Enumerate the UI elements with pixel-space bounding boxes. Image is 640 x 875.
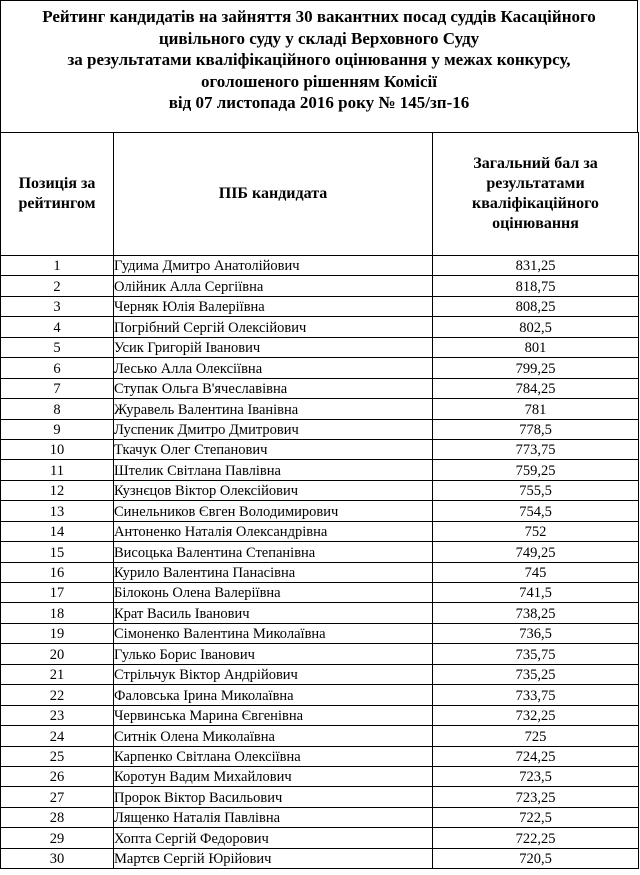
table-row [1,623,639,643]
table-row [1,542,639,562]
row-score: 754,5 [433,501,639,521]
table-row [1,562,639,582]
row-position: 12 [1,480,114,500]
row-position: 2 [1,276,114,296]
header-position: Позиція за рейтингом [1,133,114,256]
table-row [1,664,639,684]
row-position: 6 [1,358,114,378]
header-score [433,133,639,256]
table-row [1,378,639,398]
table-row [1,317,639,337]
row-position: 17 [1,583,114,603]
table-row [1,746,639,766]
row-position: 11 [1,460,114,480]
table-row [1,337,639,357]
table-row [1,807,639,827]
row-position: 9 [1,419,114,439]
row-score: 735,25 [433,664,639,684]
table-row [1,501,639,521]
row-score: 723,25 [433,787,639,807]
row-position: 3 [1,296,114,316]
row-position: 5 [1,337,114,357]
table-row [1,521,639,541]
row-name: Гулько Борис Іванович [114,644,433,664]
table-row [1,358,639,378]
row-name: Луспеник Дмитро Дмитрович [114,419,433,439]
table-row [1,848,639,868]
row-position: 26 [1,766,114,786]
row-score: 725 [433,726,639,746]
header-score-text: Загальний бал за результатами кваліфікаційного оцінювання [472,155,599,232]
row-position: 14 [1,521,114,541]
row-score: 778,5 [433,419,639,439]
table-row [1,583,639,603]
row-score: 724,25 [433,746,639,766]
row-score: 736,5 [433,623,639,643]
row-position: 8 [1,399,114,419]
row-score: 735,75 [433,644,639,664]
row-name: Ситнік Олена Миколаївна [114,726,433,746]
row-score: 752 [433,521,639,541]
ranking-table [0,132,639,869]
row-score: 732,25 [433,705,639,725]
row-score: 722,25 [433,828,639,848]
row-position: 7 [1,378,114,398]
title-line: за результатами кваліфікаційного оцінювання у межах конкурсу, [67,50,571,69]
row-score: 759,25 [433,460,639,480]
row-name: Пророк Віктор Васильович [114,787,433,807]
header-name: ПІБ кандидата [114,133,433,256]
row-score: 733,75 [433,685,639,705]
row-name: Журавель Валентина Іванівна [114,399,433,419]
row-position: 23 [1,705,114,725]
row-position: 21 [1,664,114,684]
table-row [1,399,639,419]
row-name: Сімоненко Валентина Миколаївна [114,623,433,643]
table-row [1,685,639,705]
row-position: 10 [1,439,114,459]
table-header-row [1,133,639,256]
row-name: Лященко Наталія Павлівна [114,807,433,827]
row-position: 27 [1,787,114,807]
row-score: 773,75 [433,439,639,459]
row-position: 15 [1,542,114,562]
table-row [1,603,639,623]
table-row [1,256,639,276]
table-row [1,480,639,500]
row-name: Антоненко Наталія Олександрівна [114,521,433,541]
row-name: Ступак Ольга В'ячеславівна [114,378,433,398]
row-score: 818,75 [433,276,639,296]
row-score: 745 [433,562,639,582]
document-title [0,0,638,133]
row-score: 831,25 [433,256,639,276]
row-name: Білоконь Олена Валеріївна [114,583,433,603]
row-name: Крат Василь Іванович [114,603,433,623]
row-score: 799,25 [433,358,639,378]
row-score: 781 [433,399,639,419]
row-score: 723,5 [433,766,639,786]
title-line: від 07 листопада 2016 року № 145/зп-16 [168,93,470,112]
table-row [1,419,639,439]
row-name: Червинська Марина Євгенівна [114,705,433,725]
row-score: 802,5 [433,317,639,337]
row-name: Фаловська Ірина Миколаївна [114,685,433,705]
row-name: Коротун Вадим Михайлович [114,766,433,786]
title-line: Рейтинг кандидатів на зайняття 30 вакантних посад суддів Касаційного [42,7,596,26]
row-name: Олійник Алла Сергіївна [114,276,433,296]
row-name: Усик Григорій Іванович [114,337,433,357]
row-position: 13 [1,501,114,521]
row-position: 30 [1,848,114,868]
table-row [1,439,639,459]
row-name: Стрільчук Віктор Андрійович [114,664,433,684]
table-row [1,296,639,316]
row-name: Лесько Алла Олексіївна [114,358,433,378]
table-row [1,828,639,848]
table-row [1,460,639,480]
ranking-rows [1,256,639,869]
row-position: 22 [1,685,114,705]
row-name: Черняк Юлія Валеріївна [114,296,433,316]
row-score: 784,25 [433,378,639,398]
row-name: Хопта Сергій Федорович [114,828,433,848]
row-name: Гудима Дмитро Анатолійович [114,256,433,276]
row-name: Погрібний Сергій Олексійович [114,317,433,337]
row-name: Кузнєцов Віктор Олексійович [114,480,433,500]
row-score: 749,25 [433,542,639,562]
title-line: цивільного суду у складі Верховного Суду [158,28,480,48]
row-score: 755,5 [433,480,639,500]
row-name: Синельников Євген Володимирович [114,501,433,521]
row-position: 28 [1,807,114,827]
row-name: Ткачук Олег Степанович [114,439,433,459]
row-position: 25 [1,746,114,766]
row-position: 16 [1,562,114,582]
title-line: оголошеного рішенням Комісії [201,71,437,91]
row-position: 19 [1,623,114,643]
row-position: 18 [1,603,114,623]
row-name: Карпенко Світлана Олексіївна [114,746,433,766]
row-score: 720,5 [433,848,639,868]
row-score: 738,25 [433,603,639,623]
row-score: 801 [433,337,639,357]
row-score: 741,5 [433,583,639,603]
row-position: 1 [1,256,114,276]
row-score: 808,25 [433,296,639,316]
row-position: 24 [1,726,114,746]
table-row [1,705,639,725]
table-row [1,644,639,664]
row-name: Мартєв Сергій Юрійович [114,848,433,868]
table-row [1,276,639,296]
table-row [1,787,639,807]
table-row [1,766,639,786]
row-position: 20 [1,644,114,664]
row-position: 29 [1,828,114,848]
table-row [1,726,639,746]
row-name: Висоцька Валентина Степанівна [114,542,433,562]
row-name: Штелик Світлана Павлівна [114,460,433,480]
row-name: Курило Валентина Панасівна [114,562,433,582]
row-score: 722,5 [433,807,639,827]
row-position: 4 [1,317,114,337]
